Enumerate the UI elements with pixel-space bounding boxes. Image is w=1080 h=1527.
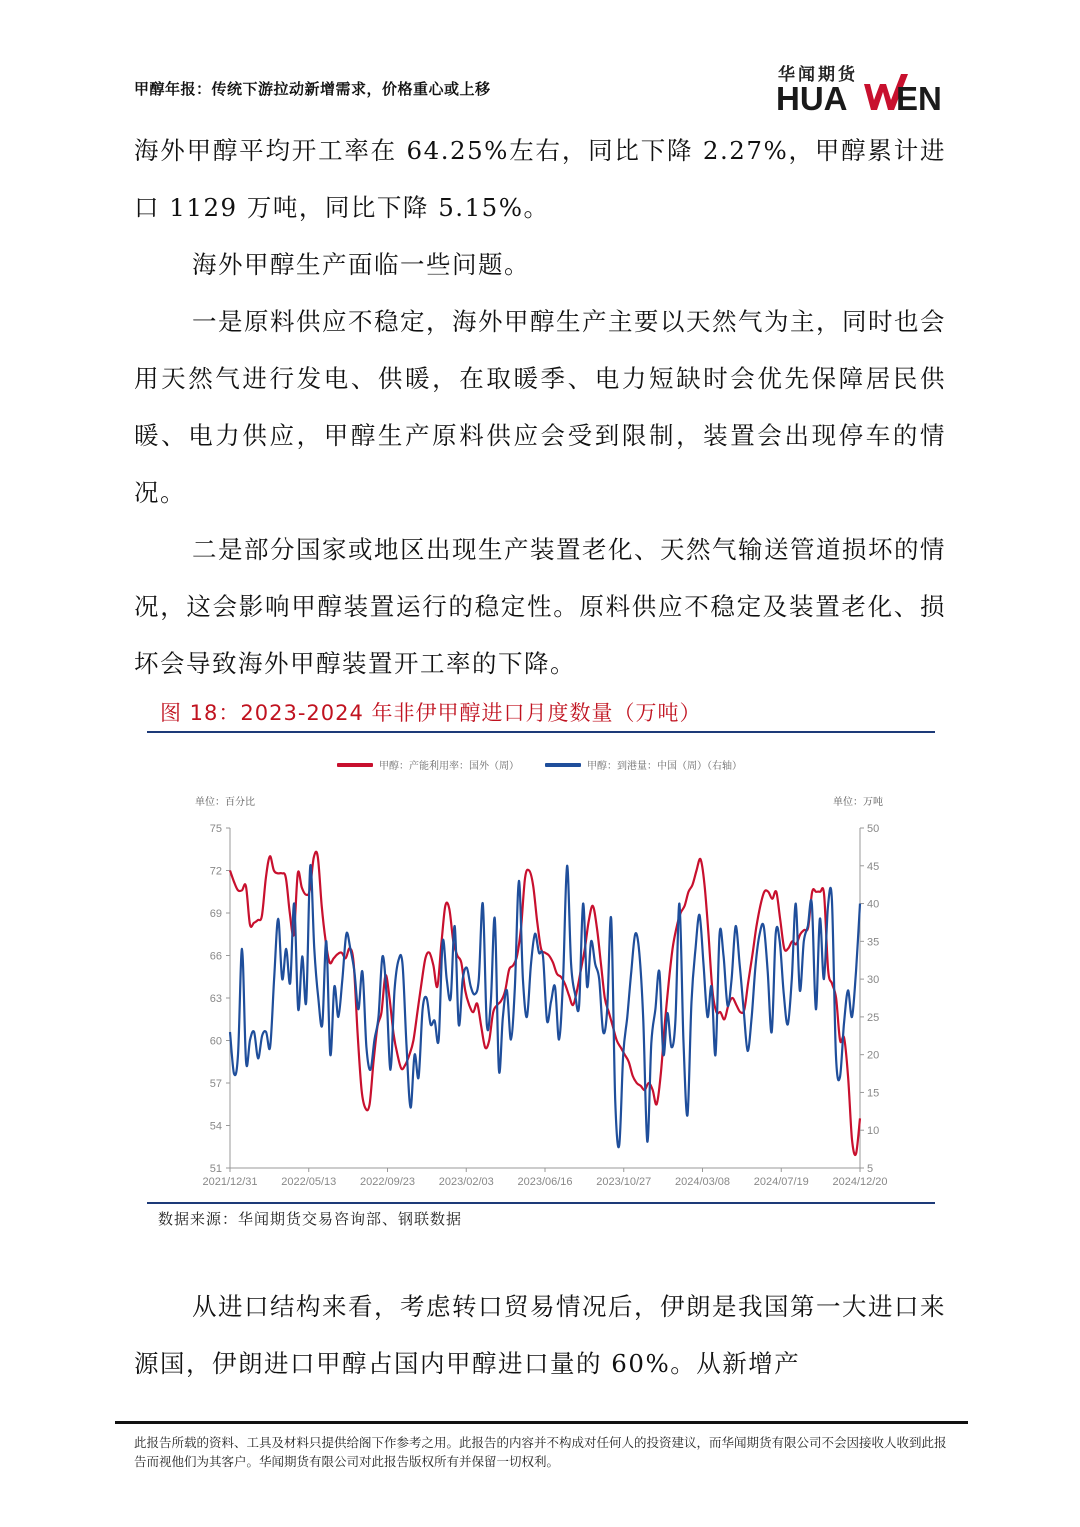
figure-title-divider xyxy=(147,731,935,733)
svg-text:甲醇：产能利用率：国外（周）: 甲醇：产能利用率：国外（周） xyxy=(379,761,519,772)
svg-text:30: 30 xyxy=(867,974,880,987)
methanol-import-chart xyxy=(147,735,935,1195)
chart-legend xyxy=(337,759,742,772)
svg-text:66: 66 xyxy=(209,950,222,963)
svg-text:75: 75 xyxy=(209,823,222,835)
paragraph-problem-two: 二是部分国家或地区出现生产装置老化、天然气输送管道损坏的情况，这会影响甲醇装置运行的稳定性。原料供应不稳定及装置老化、损坏会导致海外甲醇装置开工率的下降。 xyxy=(134,535,946,678)
svg-text:2023/06/16: 2023/06/16 xyxy=(517,1176,573,1188)
svg-text:2024/07/19: 2024/07/19 xyxy=(753,1176,809,1188)
svg-text:2023/02/03: 2023/02/03 xyxy=(438,1176,494,1188)
logo-chinese-name: 华闻期货 xyxy=(778,65,858,85)
figure-title: 图 18：2023-2024 年非伊甲醇进口月度数量（万吨） xyxy=(160,701,702,725)
svg-text:2023/10/27: 2023/10/27 xyxy=(596,1176,652,1188)
body-section-bottom xyxy=(134,1278,946,1392)
left-axis-unit: 单位：百分比 xyxy=(195,797,255,808)
paragraph-problems-intro: 海外甲醇生产面临一些问题。 xyxy=(192,250,530,279)
svg-text:57: 57 xyxy=(209,1078,222,1090)
chart-lines xyxy=(230,852,860,1155)
svg-text:20: 20 xyxy=(867,1049,880,1062)
svg-text:2024/03/08: 2024/03/08 xyxy=(674,1176,731,1188)
svg-text:72: 72 xyxy=(209,865,222,878)
huawen-logo xyxy=(776,60,952,112)
svg-text:40: 40 xyxy=(867,898,880,911)
svg-text:10: 10 xyxy=(867,1125,880,1138)
svg-text:45: 45 xyxy=(867,860,880,873)
page-header xyxy=(0,0,1080,120)
svg-text:甲醇：到港量：中国（周）（右轴）: 甲醇：到港量：中国（周）（右轴） xyxy=(587,761,742,772)
svg-text:2024/12/20: 2024/12/20 xyxy=(832,1176,888,1188)
footer-disclaimer: 此报告所载的资料、工具及材料只提供给阁下作参考之用。此报告的内容并不构成对任何人的投资建议，而华闻期货有限公司不会因接收人收到此报告而视他们为其客户。华闻期货有限公司对此报告版权所有并保留一切权利。 xyxy=(134,1435,947,1469)
report-title: 甲醇年报：传统下游拉动新增需求，价格重心或上移 xyxy=(134,80,491,98)
paragraph-import-structure: 从进口结构来看，考虑转口贸易情况后，伊朗是我国第一大进口来源国，伊朗进口甲醇占国内甲醇进口量的 60%。从新增产 xyxy=(134,1292,946,1378)
svg-text:5: 5 xyxy=(867,1163,874,1175)
svg-text:54: 54 xyxy=(209,1120,222,1133)
svg-text:25: 25 xyxy=(867,1011,880,1024)
svg-text:69: 69 xyxy=(209,908,222,920)
svg-text:63: 63 xyxy=(209,993,222,1005)
svg-text:2022/09/23: 2022/09/23 xyxy=(359,1176,416,1188)
svg-text:EN: EN xyxy=(896,80,942,114)
source-divider xyxy=(147,1202,935,1204)
right-axis-unit: 单位：万吨 xyxy=(833,797,883,808)
svg-text:15: 15 xyxy=(867,1087,880,1100)
paragraph-overseas-rate: 海外甲醇平均开工率在 64.25%左右，同比下降 2.27%，甲醇累计进口 1129 万吨，同比下降 5.15%。 xyxy=(134,136,946,222)
svg-text:HUA: HUA xyxy=(776,80,848,114)
svg-text:2021/12/31: 2021/12/31 xyxy=(202,1176,258,1188)
svg-text:50: 50 xyxy=(867,823,880,835)
svg-text:51: 51 xyxy=(209,1163,222,1175)
data-source: 数据来源：华闻期货交易咨询部、钢联数据 xyxy=(158,1210,463,1228)
footer-divider xyxy=(115,1421,968,1424)
paragraph-problem-one: 一是原料供应不稳定，海外甲醇生产主要以天然气为主，同时也会用天然气进行发电、供暖，在取暖季、电力短缺时会优先保障居民供暖、电力供应，甲醇生产原料供应会受到限制，装置会出现停车的情况。 xyxy=(134,307,946,507)
logo-wordmark-icon xyxy=(776,74,952,114)
svg-text:35: 35 xyxy=(867,936,880,949)
svg-text:60: 60 xyxy=(209,1035,222,1048)
body-section-top xyxy=(134,122,946,692)
svg-text:2022/05/13: 2022/05/13 xyxy=(281,1176,337,1188)
